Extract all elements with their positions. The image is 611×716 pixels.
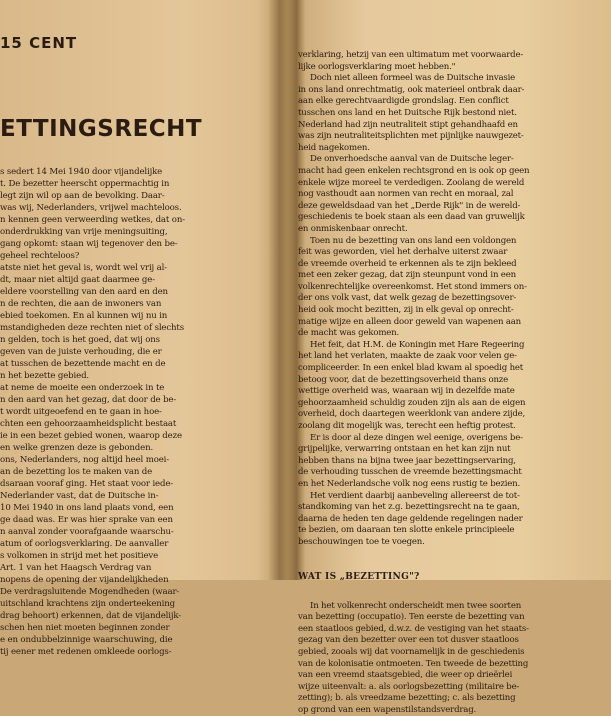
text-line: volkenrechtelijke overeenkomst. Het stond immers on-	[298, 281, 527, 292]
text-line: atum of oorlogsverklaring. De aanvaller	[0, 539, 169, 549]
text-line: compliceerder. In een enkel blad kwam al spoedig het	[298, 363, 524, 374]
text-line: geven van de juiste verhouding, die er	[0, 347, 162, 357]
text-line: het land het verlaten, maakte de zaak voor velen ge-	[298, 351, 517, 362]
text-line: dt, maar niet altijd gaat daarmee ge-	[0, 275, 155, 285]
text-line: n den aard van het gezag, dat door de be-	[0, 395, 177, 405]
text-line: geschiedenis te boek staan als een daad van gruwelijk	[298, 212, 525, 223]
text-line: overheid, doch daartegen weerklonk van andere zijde,	[298, 409, 526, 420]
text-line: van bezetting (occupatio). Ten eerste de bezetting van	[298, 612, 525, 623]
text-line: gezag van den bezetter over een tot dusver staatloos	[298, 635, 519, 646]
text-line: legt zijn wil op aan de bevolking. Daar-	[0, 191, 165, 201]
text-line: standkoming van het z.g. bezettingsrecht na te gaan,	[298, 502, 520, 513]
text-line: van de kolonisatie ontmoeten. Ten tweede de bezetting	[298, 658, 529, 669]
text-line: Doch niet alleen formeel was de Duitsche invasie	[310, 73, 516, 84]
left-body-text	[0, 166, 276, 658]
text-line: at neme de moeite een onderzoek in te	[0, 383, 165, 393]
text-line: der ons volk vast, dat welk gezag de bezettingsover-	[298, 293, 517, 304]
text-line: met een zeker gezag, dat zijn steunpunt vond in een	[298, 270, 516, 281]
text-line: verklaring, hetzij van een ultimatum met voorwaarde-	[298, 50, 524, 60]
text-line: daarna de heden ten dage geldende regelingen nader	[298, 513, 523, 524]
text-line: grijpelijke, verwarring ontstaan en het kan zijn nut	[298, 444, 511, 455]
text-line: de verhouding tusschen de vreemde bezettingsmacht	[298, 467, 522, 478]
text-line: gehoorzaamheid schuldig zouden zijn als aan de eigen	[298, 397, 526, 408]
text-line: mstandigheden deze rechten niet of slechts	[0, 323, 184, 333]
spacer	[298, 549, 598, 571]
text-line: en het Nederlandsche volk nog eens rustig te bezien.	[298, 478, 521, 489]
text-line: chten een gehoorzaamheidsplicht bestaat	[0, 419, 177, 429]
text-line: ge daad was. Er was hier sprake van een	[0, 515, 173, 525]
text-line: macht had geen enkelen rechtsgrond en is ook op geen	[298, 165, 530, 176]
text-line: betoog voor, dat de bezettingsoverheid thans onze	[298, 374, 509, 385]
text-line: Nederland had zijn neutraliteit stipt gehandhaafd en	[298, 119, 518, 130]
text-line: Toen nu de bezetting van ons land een voldongen	[310, 235, 517, 246]
spacer	[298, 583, 598, 601]
text-line: gang opkomt: staan wij tegenover den be-	[0, 239, 178, 249]
text-line: dsaraan vooraf ging. Het staat voor iede-	[0, 479, 174, 489]
text-line: en onmiskenbaar onrecht.	[298, 223, 408, 234]
text-line: was zijn neutraliteitsplichten met pijnlijke nauwgezet-	[298, 131, 524, 142]
text-line: t wordt uitgeoefend en te gaan in hoe-	[0, 407, 162, 417]
text-line: hebben thans na bijna twee jaar bezettingservaring,	[298, 455, 516, 466]
text-line: n gelden, toch is het goed, dat wij ons	[0, 335, 160, 345]
text-line: ons, Nederlanders, nog altijd heel moei-	[0, 455, 170, 465]
text-line: en welke grenzen deze is gebonden.	[0, 443, 154, 453]
text-line: 10 Mei 1940 in ons land plaats vond, een	[0, 503, 174, 513]
left-page	[0, 0, 280, 657]
text-line: in ons land onrechtmatig, ook materieel ontbrak daar-	[298, 84, 525, 95]
text-line: aan elke gerechtvaardigde grondslag. Een conflict	[298, 96, 509, 107]
text-line: was wij, Nederlanders, vrijwel machteloos.	[0, 203, 182, 213]
text-line: matige wijze en alleen door geweld van wapenen aan	[298, 316, 521, 327]
text-line: enkele wijze moreel te verdedigen. Zoolang de wereld	[298, 177, 525, 188]
text-line: atste niet het geval is, wordt wel vrij al-	[0, 263, 167, 273]
text-line: In het volkenrecht onderscheidt men twee soorten	[310, 600, 522, 611]
text-line: Er is door al deze dingen wel eenige, overigens be-	[310, 432, 523, 443]
text-line: tij eener met redenen omkleede oorlogs-	[0, 647, 172, 657]
text-line: op grond van een wapenstilstandsverdrag.	[298, 704, 477, 715]
text-line: drag behoort) erkennen, dat de vijandelijk-	[0, 611, 182, 621]
right-body-text	[298, 50, 598, 716]
text-line: feit was geworden, viel het derhalve uiterst zwaar	[298, 247, 508, 258]
text-line: heid nagekomen.	[298, 142, 370, 153]
text-line: t. De bezetter heerscht oppermachtig in	[0, 179, 170, 189]
text-line: te bezien, om daaraan ten slotte enkele principieele	[298, 525, 515, 536]
text-line: s sedert 14 Mei 1940 door vijandelijke	[0, 167, 163, 177]
text-line: beschouwingen toe te voegen.	[298, 536, 425, 547]
text-line: een staatloos gebied, d.w.z. de vestiging van het staats-	[298, 623, 529, 634]
text-line: De onverhoedsche aanval van de Duitsche leger-	[310, 154, 514, 165]
text-line: geheel rechteloos?	[0, 251, 80, 261]
text-line: wijze uiteenvalt: a. als oorlogsbezetting (militaire be-	[298, 681, 520, 692]
text-line: nopens de opening der vijandelijkheden	[0, 575, 169, 585]
text-line: wettige overheid was, waaraan wij in dezelfde mate	[298, 386, 515, 397]
text-line: Het feit, dat H.M. de Koningin met Hare Regeering	[310, 339, 525, 350]
text-line: nog vasthoudt aan normen van recht en moraal, zal	[298, 189, 514, 200]
text-line: de vreemde overheid te erkennen als te zijn bekleed	[298, 258, 517, 269]
text-line: Het verdient daarbij aanbeveling allereerst de tot-	[310, 490, 520, 501]
text-line: van een vreemd staatsgebied, die weer op drieërlei	[298, 670, 513, 681]
text-line: e en ondubbelzinnige waarschuwing, die	[0, 635, 173, 645]
text-line: eldere voorstelling van den aard en den	[0, 287, 168, 297]
section-heading: WAT IS „BEZETTING"?	[298, 571, 420, 582]
text-line: lijke oorlogsverklaring moet hebben."	[298, 61, 456, 72]
text-line: uitschland krachtens zijn onderteekening	[0, 599, 175, 609]
text-line: schen hen niet moeten beginnen zonder	[0, 623, 170, 633]
text-line: s volkomen in strijd met het positieve	[0, 551, 159, 561]
text-line: at tusschen de bezettende macht en de	[0, 359, 166, 369]
text-line: Nederlander vast, dat de Duitsche in-	[0, 491, 159, 501]
text-line: heid ook mocht bezitten, zij in elk geval op onrecht-	[298, 305, 514, 316]
text-line: gebied, zooals wij dat voornamelijk in de geschiedenis	[298, 646, 525, 657]
page-headline: ETTINGSRECHT	[0, 116, 203, 142]
text-line: deze geweldsdaad van het „Derde Rijk" in de wereld-	[298, 200, 521, 211]
text-line: n aanval zonder voorafgaande waarschu-	[0, 527, 174, 537]
text-line: onderdrukking van vrije meningsuiting,	[0, 227, 168, 237]
right-page	[292, 0, 611, 715]
text-line: n de rechten, die aan de inwoners van	[0, 299, 162, 309]
text-line: zoolang dit mogelijk was, terecht een heftig protest.	[298, 421, 516, 431]
text-line: zetting); b. als vreedzame bezetting; c. als bezetting	[298, 693, 516, 704]
text-line: an de bezetting los te maken van de	[0, 467, 153, 477]
text-line: De verdragsluitende Mogendheden (waar-	[0, 587, 180, 597]
text-line: de macht was gekomen.	[298, 328, 400, 339]
text-line: tusschen ons land en het Duitsche Rijk bestond niet.	[298, 107, 517, 118]
text-line: n het bezette gebied.	[0, 371, 90, 381]
text-line: Art. 1 van het Haagsch Verdrag van	[0, 563, 152, 573]
text-line: ebied toekomen. En al kunnen wij nu in	[0, 311, 168, 321]
text-line: ie in een bezet gebied wonen, waarop deze	[0, 431, 182, 441]
text-line: n kennen geen verweerding wetkes, dat on-	[0, 215, 185, 225]
price-label: 15 CENT	[0, 34, 78, 52]
